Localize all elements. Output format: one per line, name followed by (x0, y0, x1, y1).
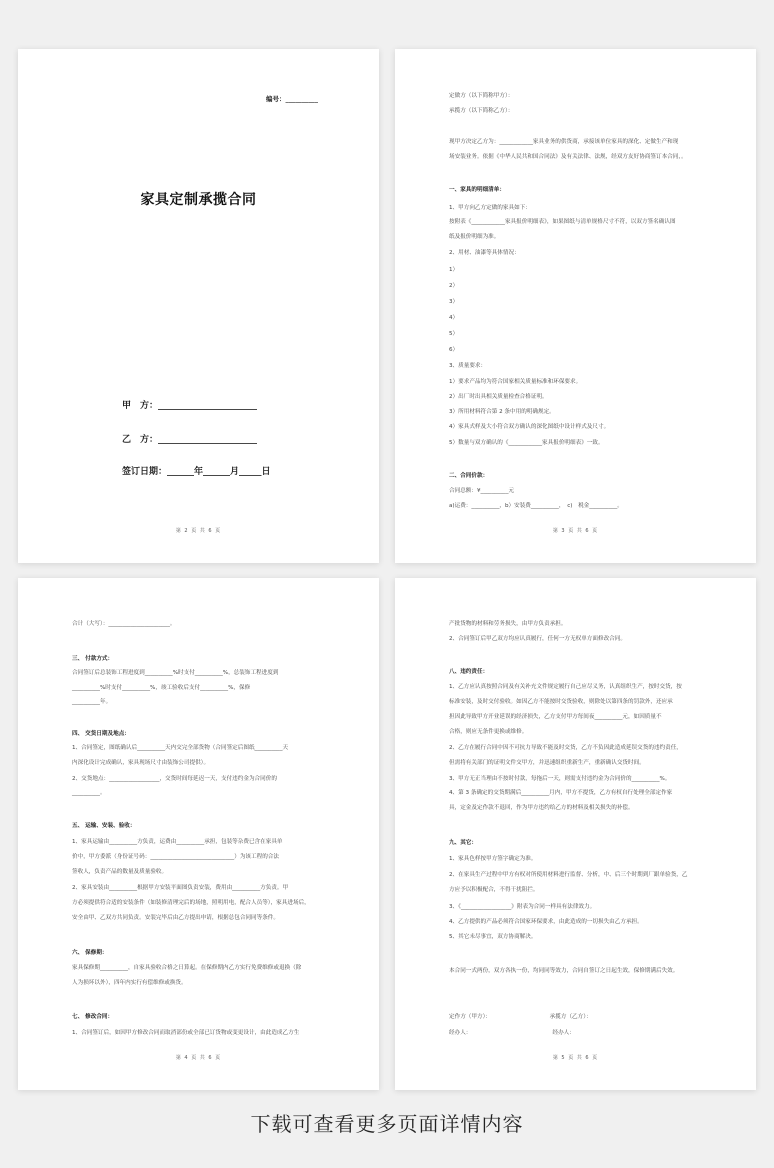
page-footer: 第 5 页 共 6 页 (552, 1055, 599, 1061)
text-line: 1、家具运输由__________方负责，运费由__________承担，包装等杂费已含在家具单 (72, 839, 283, 845)
text-line: 6） (449, 347, 459, 353)
text-line: __________%时支付__________%，竣工验收后支付__________%，保修 (72, 685, 251, 691)
document-page-4 (395, 578, 756, 1090)
text-line: 经办人： 经办人： (449, 1030, 575, 1036)
section-heading: 一、家具的明细清单： (449, 187, 505, 193)
text-line: 2） (449, 283, 459, 289)
page-footer: 第 2 页 共 6 页 (175, 528, 222, 534)
text-line: 合同签订后总装饰工程进度到__________%时支付__________%，总装饰工程进度到 (72, 670, 279, 676)
text-line: 3、质量要求： (449, 363, 487, 369)
text-line: 方应予以积极配合，不得干扰阻拦。 (449, 887, 539, 893)
text-line: 1、合同签订后，如因甲方修改合同而取消部份或全部已订货物或变更设计，由此造成乙方生 (72, 1030, 300, 1036)
document-page-3 (18, 578, 379, 1090)
text-line: 定作方（甲方）： 承揽方（乙方）： (449, 1014, 592, 1020)
text-line: 2、在家具生产过程中甲方有权对所使用材料进行监督、分析，中、后三个时期到厂跟单验货，乙 (449, 872, 688, 878)
text-line: 2、家具安装由__________根据甲方安装平面图负责安装，费用由__________方负责。甲 (72, 885, 289, 891)
text-line: 2、用材、油漆等具体情况： (449, 250, 520, 256)
text-line: a)运费：__________，b）安装费__________， c) 税金__________。 (449, 503, 623, 509)
text-line: 按附表《____________家具报价明细表》，如果图纸与清单规格尺寸不符，以双方签名确认图 (449, 219, 676, 225)
contract-number-label: 编号：__________ (266, 95, 318, 103)
section-heading: 四、 交货日期及地点： (72, 731, 130, 737)
text-line: 4、乙方提供的产品必须符合国家环保要求，由此造成的一切损失由乙方承担。 (449, 919, 643, 925)
text-line: 5）数量与双方确认的《____________家具报价明细表》一致。 (449, 440, 604, 446)
document-page-cover (18, 49, 379, 563)
text-line: 内深化设计完成确认，家具现场尺寸由装饰公司提供）。 (72, 760, 210, 766)
text-line: 具，定金及定作款不退回，作为甲方违约给乙方的材料及相关损失的补偿。 (449, 805, 634, 811)
section-heading: 三、 付款方式： (72, 656, 114, 662)
text-line: 1、合同签定，图纸确认后__________天内交完全部货物（合同签定后图纸__________天 (72, 745, 289, 751)
text-line: __________年。 (72, 699, 112, 705)
download-caption: 下载可查看更多页面详情内容 (250, 1112, 524, 1136)
section-heading: 七、 修改合同： (72, 1014, 114, 1020)
text-line: 3、甲方无正当理由不按时付款，每拖后一天，则需支付违约金为合同价的__________%。 (449, 776, 671, 782)
party-a-line: 甲 方：______________________ (122, 401, 258, 411)
section-heading: 九、其它： (449, 840, 477, 846)
text-line: 1）要求产品均为符合国家相关质量标准和环保要求。 (449, 379, 582, 385)
contract-title: 家具定制承揽合同 (140, 192, 257, 208)
text-line: 1、家具色样按甲方签字确定为准。 (449, 856, 537, 862)
text-line: 定做方（以下简称甲方）： (449, 93, 514, 99)
text-line: 家具保修期__________，自家具验收合格之日算起。在保修期内乙方实行免费维修或退换（除 (72, 965, 302, 971)
text-line: 方必须提供符合适的安装条件（如装修清理完后的场地，照明用电，配合人员等），家具进场后， (72, 900, 310, 906)
text-line: 担因此导致甲方开业延误的经济损失，乙方支付甲方每间夜__________元，如因质量不 (449, 714, 662, 720)
page-footer: 第 4 页 共 6 页 (175, 1055, 222, 1061)
page-footer: 第 3 页 共 6 页 (552, 528, 599, 534)
text-line: 安全由甲、乙双方共同负责。安装完毕后由乙方提出申请，根据总包合同同等条件。 (72, 915, 279, 921)
text-line: 标准安装，及时交付验收。如因乙方不能按时交货验收，则除处以第四条的罚款外，还应承 (449, 699, 673, 705)
text-line: 1、乙方应认真按照合同及有关补充文件规定履行自己应尽义务，认真组织生产，按时交货，按 (449, 684, 682, 690)
text-line: 场安装业务。依据《中华人民共和国合同法》及有关法律、法规，经双方友好协商签订本合同，。 (449, 154, 687, 160)
text-line: 4）家具式样及大小符合双方确认的深化图纸中设计样式及尺寸。 (449, 424, 610, 430)
text-line: __________。 (72, 790, 106, 796)
section-heading: 六、 保修期： (72, 950, 108, 956)
text-line: 价中，甲方委派（身份证号码：______________________________）为该工程的合法 (72, 854, 279, 860)
sign-date-line: 签订日期：______年______月_____日 (122, 467, 271, 477)
text-line: 承揽方（以下简称乙方）： (449, 108, 514, 114)
text-line: 签收人，负责产品的数量及质量验收。 (72, 869, 168, 875)
text-line: 合计（大写）：______________________。 (72, 621, 176, 627)
text-line: 人为损坏以外），四年内实行有偿维修或换货。 (72, 980, 187, 986)
text-line: 合格，则应无条件更换或维修。 (449, 729, 528, 735)
text-line: 本合同一式两份，双方各执一份，均同同等效力，合同自签订之日起生效，保修期满后失效。 (449, 968, 679, 974)
text-line: 产批货物的材料和劳务损失，由甲方负责承担。 (449, 621, 567, 627)
text-line: 纸及报价明细为准。 (449, 234, 500, 240)
text-line: 2、合同签订后甲乙双方均应认真履行，任何一方无权单方面修改合同。 (449, 636, 626, 642)
text-line: 2）出厂时出具相关质量检查合格证明。 (449, 394, 548, 400)
text-line: 2、交货地点：__________________，交货时间每延迟一天，支付违约金为合同价的 (72, 776, 277, 782)
document-page-2 (395, 49, 756, 563)
text-line: 3、《__________________》附表为合同一样具有法律效力。 (449, 904, 596, 910)
text-line: 合同总额：¥__________元 (449, 488, 515, 494)
text-line: 1） (449, 267, 459, 273)
text-line: 3）所用材料符合第 2 条中用的明确规定。 (449, 409, 555, 415)
text-line: 但需将有关部门的证明文件交甲方，并迅速组织重新生产，重新确认交货时间。 (449, 760, 645, 766)
party-b-line: 乙 方：______________________ (122, 435, 258, 445)
text-line: 2、乙方在履行合同中因不可抗力导致不能及时交货，乙方不负因此造成延误交货的违约责任， (449, 745, 682, 751)
text-line: 5） (449, 331, 459, 337)
text-line: 5、其它未尽事宜，双方协商解决。 (449, 934, 537, 940)
section-heading: 五、 运输、安装、验收： (72, 823, 136, 829)
text-line: 4、第 3 条确定的交货期满后__________月内，甲方不提货，乙方有权自行处理全部定作家 (449, 790, 673, 796)
text-line: 3） (449, 299, 459, 305)
text-line: 4） (449, 315, 459, 321)
section-heading: 二、合同价款： (449, 473, 489, 479)
section-heading: 八、违约责任： (449, 669, 489, 675)
text-line: 现甲方决定乙方为：____________家具业务的供货商，承接该单位家具的深化、定做生产和现 (449, 139, 679, 145)
text-line: 1、甲方向乙方定做的家具如下： (449, 205, 531, 211)
